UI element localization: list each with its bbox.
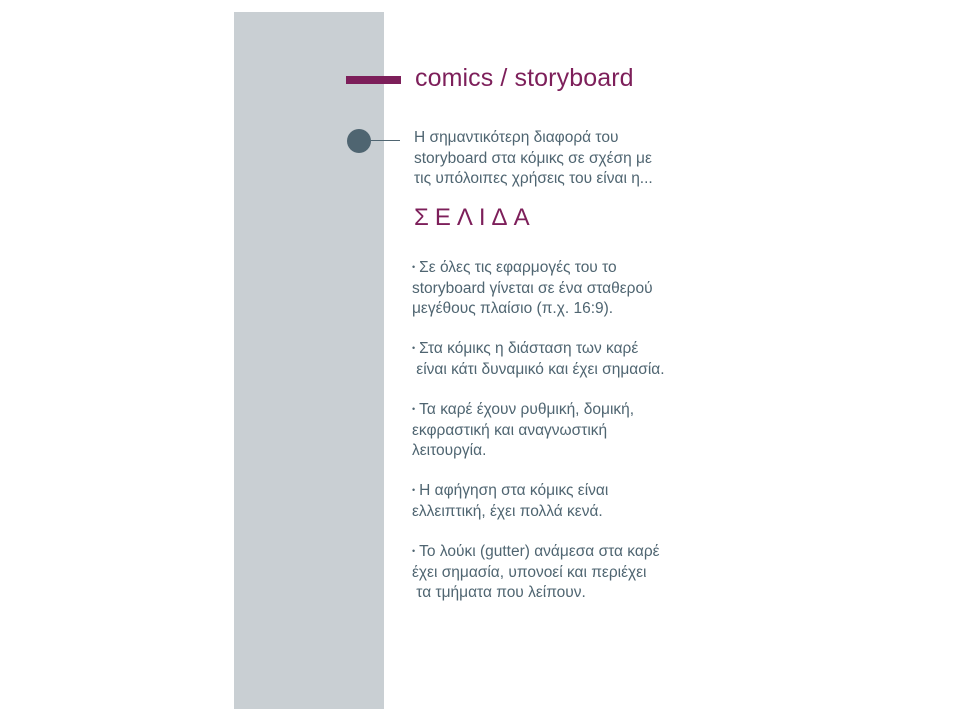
bullet-circle-icon [347, 129, 371, 153]
bullet-item [412, 542, 732, 603]
bullet-line: είναι κάτι δυναμικό και έχει σημασία. [412, 361, 665, 378]
bullet-item [412, 400, 732, 461]
bullet-line: εκφραστική και αναγνωστική [412, 422, 608, 439]
bullet-marker: • [412, 262, 416, 272]
bullet-marker: • [412, 546, 416, 556]
bullet-item [412, 481, 732, 522]
intro-line: storyboard στα κόμικς σε σχέση με [414, 149, 652, 167]
bullet-marker: • [412, 404, 416, 414]
bullet-marker: • [412, 343, 416, 353]
slide-title: comics / storyboard [415, 64, 634, 92]
bullet-line: τα τμήματα που λείπουν. [412, 584, 586, 601]
intro-line: τις υπόλοιπες χρήσεις του είναι η... [414, 170, 653, 187]
bullet-item [412, 339, 732, 380]
bullet-line: storyboard γίνεται σε ένα σταθερού [412, 280, 653, 297]
bullet-line: ελλειπτική, έχει πολλά κενά. [412, 503, 603, 520]
bullet-line: έχει σημασία, υπονοεί και περιέχει [412, 564, 647, 581]
bullet-line: Το λούκι (gutter) ανάμεσα στα καρέ [419, 543, 660, 560]
bullet-line: μεγέθους πλαίσιο (π.χ. 16:9). [412, 300, 614, 317]
bullet-line: Τα καρέ έχουν ρυθμική, δομική, [419, 401, 635, 418]
bullet-item [412, 258, 732, 319]
connector-line [371, 140, 400, 141]
bullet-list [412, 258, 732, 623]
side-panel [234, 12, 384, 709]
title-accent-bar [346, 76, 401, 84]
intro-line: Η σημαντικότερη διαφορά του [414, 129, 619, 146]
intro-text [414, 128, 734, 190]
bullet-marker: • [412, 485, 416, 495]
bullet-line: Η αφήγηση στα κόμικς είναι [419, 482, 609, 499]
bullet-line: Στα κόμικς η διάσταση των καρέ [419, 340, 639, 357]
bullet-line: Σε όλες τις εφαρμογές του το [419, 259, 617, 276]
bullet-line: λειτουργία. [412, 442, 487, 459]
section-heading: ΣΕΛΙΔΑ [414, 204, 536, 231]
